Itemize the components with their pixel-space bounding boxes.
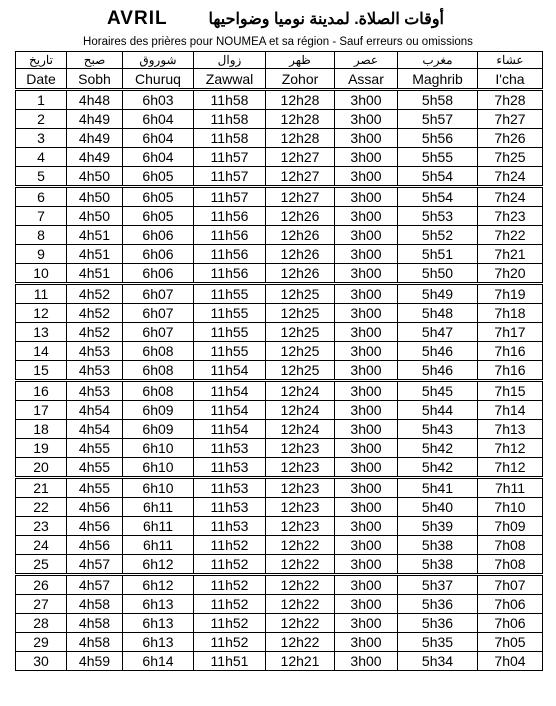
table-row — [16, 614, 543, 633]
cell-sobh: 4h57 — [67, 555, 123, 575]
cell-zohor: 12h23 — [266, 458, 335, 478]
cell-icha: 7h24 — [478, 167, 543, 187]
cell-zawwal: 11h52 — [194, 555, 266, 575]
cell-assar: 3h00 — [335, 187, 398, 207]
table-row — [16, 361, 543, 381]
cell-sobh: 4h49 — [67, 148, 123, 167]
cell-maghrib: 5h58 — [398, 90, 478, 110]
cell-assar: 3h00 — [335, 226, 398, 245]
cell-icha: 7h05 — [478, 633, 543, 652]
cell-date: 6 — [16, 187, 67, 207]
cell-churuq: 6h13 — [123, 633, 194, 652]
cell-assar: 3h00 — [335, 207, 398, 226]
cell-sobh: 4h58 — [67, 614, 123, 633]
cell-sobh: 4h56 — [67, 517, 123, 536]
table-row — [16, 167, 543, 187]
cell-date: 29 — [16, 633, 67, 652]
cell-date: 23 — [16, 517, 67, 536]
cell-maghrib: 5h56 — [398, 129, 478, 148]
cell-assar: 3h00 — [335, 439, 398, 458]
col-header-icha: I'cha — [478, 69, 543, 90]
cell-maghrib: 5h42 — [398, 439, 478, 458]
table-row — [16, 323, 543, 342]
cell-sobh: 4h55 — [67, 439, 123, 458]
cell-assar: 3h00 — [335, 595, 398, 614]
cell-maghrib: 5h54 — [398, 187, 478, 207]
cell-zohor: 12h25 — [266, 323, 335, 342]
cell-zohor: 12h27 — [266, 187, 335, 207]
table-row — [16, 555, 543, 575]
cell-date: 8 — [16, 226, 67, 245]
cell-churuq: 6h10 — [123, 439, 194, 458]
cell-icha: 7h07 — [478, 575, 543, 595]
col-header-assar: Assar — [335, 69, 398, 90]
cell-sobh: 4h57 — [67, 575, 123, 595]
cell-zohor: 12h21 — [266, 652, 335, 671]
cell-churuq: 6h07 — [123, 284, 194, 304]
cell-churuq: 6h11 — [123, 517, 194, 536]
cell-maghrib: 5h51 — [398, 245, 478, 264]
cell-churuq: 6h05 — [123, 167, 194, 187]
cell-icha: 7h10 — [478, 498, 543, 517]
month-title: AVRIL — [107, 8, 168, 29]
cell-icha: 7h20 — [478, 264, 543, 284]
cell-maghrib: 5h49 — [398, 284, 478, 304]
cell-churuq: 6h04 — [123, 110, 194, 129]
col-header-date: Date — [16, 69, 67, 90]
cell-date: 5 — [16, 167, 67, 187]
cell-zohor: 12h22 — [266, 614, 335, 633]
cell-assar: 3h00 — [335, 614, 398, 633]
cell-date: 18 — [16, 420, 67, 439]
cell-icha: 7h11 — [478, 478, 543, 498]
col-header-maghrib: Maghrib — [398, 69, 478, 90]
cell-maghrib: 5h57 — [398, 110, 478, 129]
table-row — [16, 652, 543, 671]
cell-maghrib: 5h46 — [398, 361, 478, 381]
cell-zohor: 12h25 — [266, 361, 335, 381]
cell-zawwal: 11h52 — [194, 614, 266, 633]
cell-sobh: 4h59 — [67, 652, 123, 671]
cell-assar: 3h00 — [335, 323, 398, 342]
table-row — [16, 187, 543, 207]
cell-maghrib: 5h46 — [398, 342, 478, 361]
cell-assar: 3h00 — [335, 110, 398, 129]
table-row — [16, 478, 543, 498]
subtitle: Horaires des prières pour NOUMEA et sa région - Sauf erreurs ou omissions — [83, 36, 473, 48]
cell-assar: 3h00 — [335, 498, 398, 517]
cell-date: 1 — [16, 90, 67, 110]
cell-assar: 3h00 — [335, 536, 398, 555]
cell-date: 25 — [16, 555, 67, 575]
header-row-arabic — [16, 52, 543, 69]
cell-sobh: 4h56 — [67, 498, 123, 517]
cell-zawwal: 11h57 — [194, 187, 266, 207]
table-row — [16, 458, 543, 478]
cell-maghrib: 5h40 — [398, 498, 478, 517]
cell-maghrib: 5h52 — [398, 226, 478, 245]
cell-zawwal: 11h57 — [194, 148, 266, 167]
cell-churuq: 6h04 — [123, 148, 194, 167]
table-row — [16, 226, 543, 245]
cell-assar: 3h00 — [335, 517, 398, 536]
cell-churuq: 6h08 — [123, 361, 194, 381]
cell-date: 28 — [16, 614, 67, 633]
cell-date: 20 — [16, 458, 67, 478]
cell-churuq: 6h06 — [123, 245, 194, 264]
table-row — [16, 304, 543, 323]
col-header-zawwal-ar: زوال — [194, 52, 266, 69]
cell-zohor: 12h22 — [266, 595, 335, 614]
cell-maghrib: 5h35 — [398, 633, 478, 652]
cell-date: 19 — [16, 439, 67, 458]
cell-assar: 3h00 — [335, 264, 398, 284]
cell-icha: 7h24 — [478, 187, 543, 207]
cell-zawwal: 11h53 — [194, 439, 266, 458]
prayer-times-table — [15, 51, 543, 671]
cell-zawwal: 11h58 — [194, 90, 266, 110]
cell-churuq: 6h13 — [123, 614, 194, 633]
cell-churuq: 6h08 — [123, 342, 194, 361]
table-row — [16, 439, 543, 458]
cell-zohor: 12h24 — [266, 401, 335, 420]
cell-maghrib: 5h38 — [398, 536, 478, 555]
cell-icha: 7h15 — [478, 381, 543, 401]
cell-zawwal: 11h53 — [194, 517, 266, 536]
cell-date: 22 — [16, 498, 67, 517]
cell-maghrib: 5h37 — [398, 575, 478, 595]
cell-icha: 7h06 — [478, 614, 543, 633]
cell-zawwal: 11h58 — [194, 110, 266, 129]
cell-maghrib: 5h36 — [398, 614, 478, 633]
cell-zohor: 12h23 — [266, 439, 335, 458]
cell-icha: 7h16 — [478, 361, 543, 381]
cell-maghrib: 5h47 — [398, 323, 478, 342]
table-row — [16, 381, 543, 401]
col-header-zohor-ar: ظهر — [266, 52, 335, 69]
cell-date: 26 — [16, 575, 67, 595]
cell-icha: 7h22 — [478, 226, 543, 245]
cell-date: 27 — [16, 595, 67, 614]
table-row — [16, 517, 543, 536]
col-header-maghrib-ar: مغرب — [398, 52, 478, 69]
cell-zawwal: 11h55 — [194, 304, 266, 323]
cell-icha: 7h21 — [478, 245, 543, 264]
cell-date: 10 — [16, 264, 67, 284]
cell-sobh: 4h55 — [67, 458, 123, 478]
cell-maghrib: 5h38 — [398, 555, 478, 575]
col-header-sobh-ar: صبح — [67, 52, 123, 69]
cell-churuq: 6h10 — [123, 478, 194, 498]
cell-maghrib: 5h34 — [398, 652, 478, 671]
cell-icha: 7h14 — [478, 401, 543, 420]
cell-churuq: 6h12 — [123, 555, 194, 575]
cell-assar: 3h00 — [335, 361, 398, 381]
cell-churuq: 6h06 — [123, 226, 194, 245]
cell-assar: 3h00 — [335, 458, 398, 478]
cell-zohor: 12h26 — [266, 245, 335, 264]
cell-assar: 3h00 — [335, 90, 398, 110]
cell-icha: 7h13 — [478, 420, 543, 439]
cell-sobh: 4h52 — [67, 304, 123, 323]
cell-assar: 3h00 — [335, 401, 398, 420]
cell-churuq: 6h07 — [123, 323, 194, 342]
cell-sobh: 4h49 — [67, 110, 123, 129]
cell-zohor: 12h23 — [266, 478, 335, 498]
cell-assar: 3h00 — [335, 381, 398, 401]
cell-date: 21 — [16, 478, 67, 498]
cell-maghrib: 5h55 — [398, 148, 478, 167]
cell-sobh: 4h51 — [67, 226, 123, 245]
cell-sobh: 4h50 — [67, 167, 123, 187]
table-row — [16, 148, 543, 167]
table-row — [16, 595, 543, 614]
cell-maghrib: 5h41 — [398, 478, 478, 498]
cell-zawwal: 11h53 — [194, 478, 266, 498]
table-row — [16, 401, 543, 420]
cell-date: 17 — [16, 401, 67, 420]
cell-assar: 3h00 — [335, 167, 398, 187]
cell-icha: 7h06 — [478, 595, 543, 614]
cell-sobh: 4h54 — [67, 420, 123, 439]
col-header-zohor: Zohor — [266, 69, 335, 90]
cell-zawwal: 11h52 — [194, 595, 266, 614]
col-header-churuq: Churuq — [123, 69, 194, 90]
cell-zohor: 12h27 — [266, 148, 335, 167]
cell-assar: 3h00 — [335, 478, 398, 498]
cell-zawwal: 11h52 — [194, 633, 266, 652]
cell-maghrib: 5h50 — [398, 264, 478, 284]
table-row — [16, 420, 543, 439]
cell-assar: 3h00 — [335, 129, 398, 148]
cell-assar: 3h00 — [335, 652, 398, 671]
cell-sobh: 4h52 — [67, 284, 123, 304]
cell-zohor: 12h22 — [266, 633, 335, 652]
cell-icha: 7h09 — [478, 517, 543, 536]
table-row — [16, 536, 543, 555]
cell-icha: 7h08 — [478, 555, 543, 575]
cell-assar: 3h00 — [335, 420, 398, 439]
cell-zohor: 12h26 — [266, 264, 335, 284]
cell-date: 15 — [16, 361, 67, 381]
cell-sobh: 4h51 — [67, 245, 123, 264]
cell-icha: 7h28 — [478, 90, 543, 110]
table-row — [16, 264, 543, 284]
cell-sobh: 4h53 — [67, 381, 123, 401]
cell-maghrib: 5h44 — [398, 401, 478, 420]
cell-zawwal: 11h55 — [194, 284, 266, 304]
table-row — [16, 342, 543, 361]
cell-zawwal: 11h52 — [194, 536, 266, 555]
cell-maghrib: 5h53 — [398, 207, 478, 226]
table-row — [16, 498, 543, 517]
cell-icha: 7h23 — [478, 207, 543, 226]
col-header-date-ar: تاريخ — [16, 52, 67, 69]
cell-assar: 3h00 — [335, 245, 398, 264]
cell-sobh: 4h56 — [67, 536, 123, 555]
col-header-churuq-ar: شوروق — [123, 52, 194, 69]
cell-date: 2 — [16, 110, 67, 129]
cell-zohor: 12h26 — [266, 226, 335, 245]
cell-date: 12 — [16, 304, 67, 323]
cell-date: 9 — [16, 245, 67, 264]
arabic-title: أوقات الصلاة. لمدينة نوميا وضواحيها — [208, 11, 444, 28]
cell-date: 16 — [16, 381, 67, 401]
cell-churuq: 6h07 — [123, 304, 194, 323]
col-header-assar-ar: عصر — [335, 52, 398, 69]
cell-churuq: 6h09 — [123, 420, 194, 439]
cell-maghrib: 5h43 — [398, 420, 478, 439]
cell-date: 14 — [16, 342, 67, 361]
cell-zohor: 12h23 — [266, 498, 335, 517]
cell-churuq: 6h05 — [123, 207, 194, 226]
cell-icha: 7h26 — [478, 129, 543, 148]
cell-sobh: 4h53 — [67, 361, 123, 381]
cell-sobh: 4h50 — [67, 187, 123, 207]
cell-icha: 7h16 — [478, 342, 543, 361]
table-row — [16, 207, 543, 226]
cell-sobh: 4h48 — [67, 90, 123, 110]
cell-churuq: 6h08 — [123, 381, 194, 401]
cell-zohor: 12h27 — [266, 167, 335, 187]
title-row — [0, 8, 556, 32]
cell-zohor: 12h25 — [266, 304, 335, 323]
cell-zohor: 12h28 — [266, 90, 335, 110]
cell-churuq: 6h06 — [123, 264, 194, 284]
header-row-french — [16, 69, 543, 90]
cell-zohor: 12h25 — [266, 284, 335, 304]
cell-maghrib: 5h54 — [398, 167, 478, 187]
cell-assar: 3h00 — [335, 304, 398, 323]
cell-zawwal: 11h57 — [194, 167, 266, 187]
cell-assar: 3h00 — [335, 575, 398, 595]
cell-zawwal: 11h56 — [194, 245, 266, 264]
cell-sobh: 4h58 — [67, 595, 123, 614]
cell-sobh: 4h54 — [67, 401, 123, 420]
cell-assar: 3h00 — [335, 148, 398, 167]
cell-churuq: 6h03 — [123, 90, 194, 110]
cell-icha: 7h12 — [478, 439, 543, 458]
cell-sobh: 4h58 — [67, 633, 123, 652]
cell-zohor: 12h26 — [266, 207, 335, 226]
table-row — [16, 110, 543, 129]
cell-sobh: 4h49 — [67, 129, 123, 148]
cell-zohor: 12h28 — [266, 129, 335, 148]
cell-icha: 7h18 — [478, 304, 543, 323]
cell-icha: 7h27 — [478, 110, 543, 129]
cell-churuq: 6h10 — [123, 458, 194, 478]
cell-sobh: 4h55 — [67, 478, 123, 498]
cell-date: 7 — [16, 207, 67, 226]
col-header-icha-ar: عشاء — [478, 52, 543, 69]
cell-zawwal: 11h54 — [194, 420, 266, 439]
cell-sobh: 4h51 — [67, 264, 123, 284]
cell-maghrib: 5h36 — [398, 595, 478, 614]
table-row — [16, 90, 543, 110]
cell-date: 11 — [16, 284, 67, 304]
cell-sobh: 4h52 — [67, 323, 123, 342]
cell-zawwal: 11h55 — [194, 323, 266, 342]
cell-maghrib: 5h48 — [398, 304, 478, 323]
cell-zawwal: 11h51 — [194, 652, 266, 671]
cell-churuq: 6h14 — [123, 652, 194, 671]
table-row — [16, 575, 543, 595]
table-row — [16, 245, 543, 264]
cell-churuq: 6h13 — [123, 595, 194, 614]
cell-sobh: 4h50 — [67, 207, 123, 226]
cell-churuq: 6h12 — [123, 575, 194, 595]
cell-zohor: 12h22 — [266, 536, 335, 555]
cell-zohor: 12h22 — [266, 575, 335, 595]
cell-date: 13 — [16, 323, 67, 342]
cell-icha: 7h19 — [478, 284, 543, 304]
cell-churuq: 6h11 — [123, 498, 194, 517]
cell-zawwal: 11h54 — [194, 361, 266, 381]
cell-zohor: 12h28 — [266, 110, 335, 129]
table-row — [16, 284, 543, 304]
cell-date: 3 — [16, 129, 67, 148]
cell-maghrib: 5h45 — [398, 381, 478, 401]
cell-zawwal: 11h52 — [194, 575, 266, 595]
cell-zawwal: 11h54 — [194, 401, 266, 420]
cell-icha: 7h12 — [478, 458, 543, 478]
cell-zohor: 12h23 — [266, 517, 335, 536]
cell-icha: 7h25 — [478, 148, 543, 167]
table-body — [16, 90, 543, 671]
table-row — [16, 129, 543, 148]
cell-churuq: 6h09 — [123, 401, 194, 420]
cell-churuq: 6h04 — [123, 129, 194, 148]
col-header-sobh: Sobh — [67, 69, 123, 90]
cell-maghrib: 5h42 — [398, 458, 478, 478]
cell-date: 24 — [16, 536, 67, 555]
cell-churuq: 6h05 — [123, 187, 194, 207]
cell-assar: 3h00 — [335, 633, 398, 652]
cell-assar: 3h00 — [335, 555, 398, 575]
cell-zohor: 12h24 — [266, 381, 335, 401]
cell-zawwal: 11h53 — [194, 498, 266, 517]
cell-date: 4 — [16, 148, 67, 167]
cell-icha: 7h04 — [478, 652, 543, 671]
cell-zawwal: 11h54 — [194, 381, 266, 401]
cell-sobh: 4h53 — [67, 342, 123, 361]
cell-assar: 3h00 — [335, 284, 398, 304]
cell-zawwal: 11h56 — [194, 207, 266, 226]
cell-icha: 7h08 — [478, 536, 543, 555]
cell-zohor: 12h22 — [266, 555, 335, 575]
cell-churuq: 6h11 — [123, 536, 194, 555]
cell-zawwal: 11h53 — [194, 458, 266, 478]
cell-assar: 3h00 — [335, 342, 398, 361]
cell-zawwal: 11h56 — [194, 226, 266, 245]
cell-zohor: 12h25 — [266, 342, 335, 361]
col-header-zawwal: Zawwal — [194, 69, 266, 90]
cell-zawwal: 11h55 — [194, 342, 266, 361]
cell-zohor: 12h24 — [266, 420, 335, 439]
cell-date: 30 — [16, 652, 67, 671]
table-row — [16, 633, 543, 652]
cell-maghrib: 5h39 — [398, 517, 478, 536]
cell-zawwal: 11h58 — [194, 129, 266, 148]
cell-icha: 7h17 — [478, 323, 543, 342]
cell-zawwal: 11h56 — [194, 264, 266, 284]
